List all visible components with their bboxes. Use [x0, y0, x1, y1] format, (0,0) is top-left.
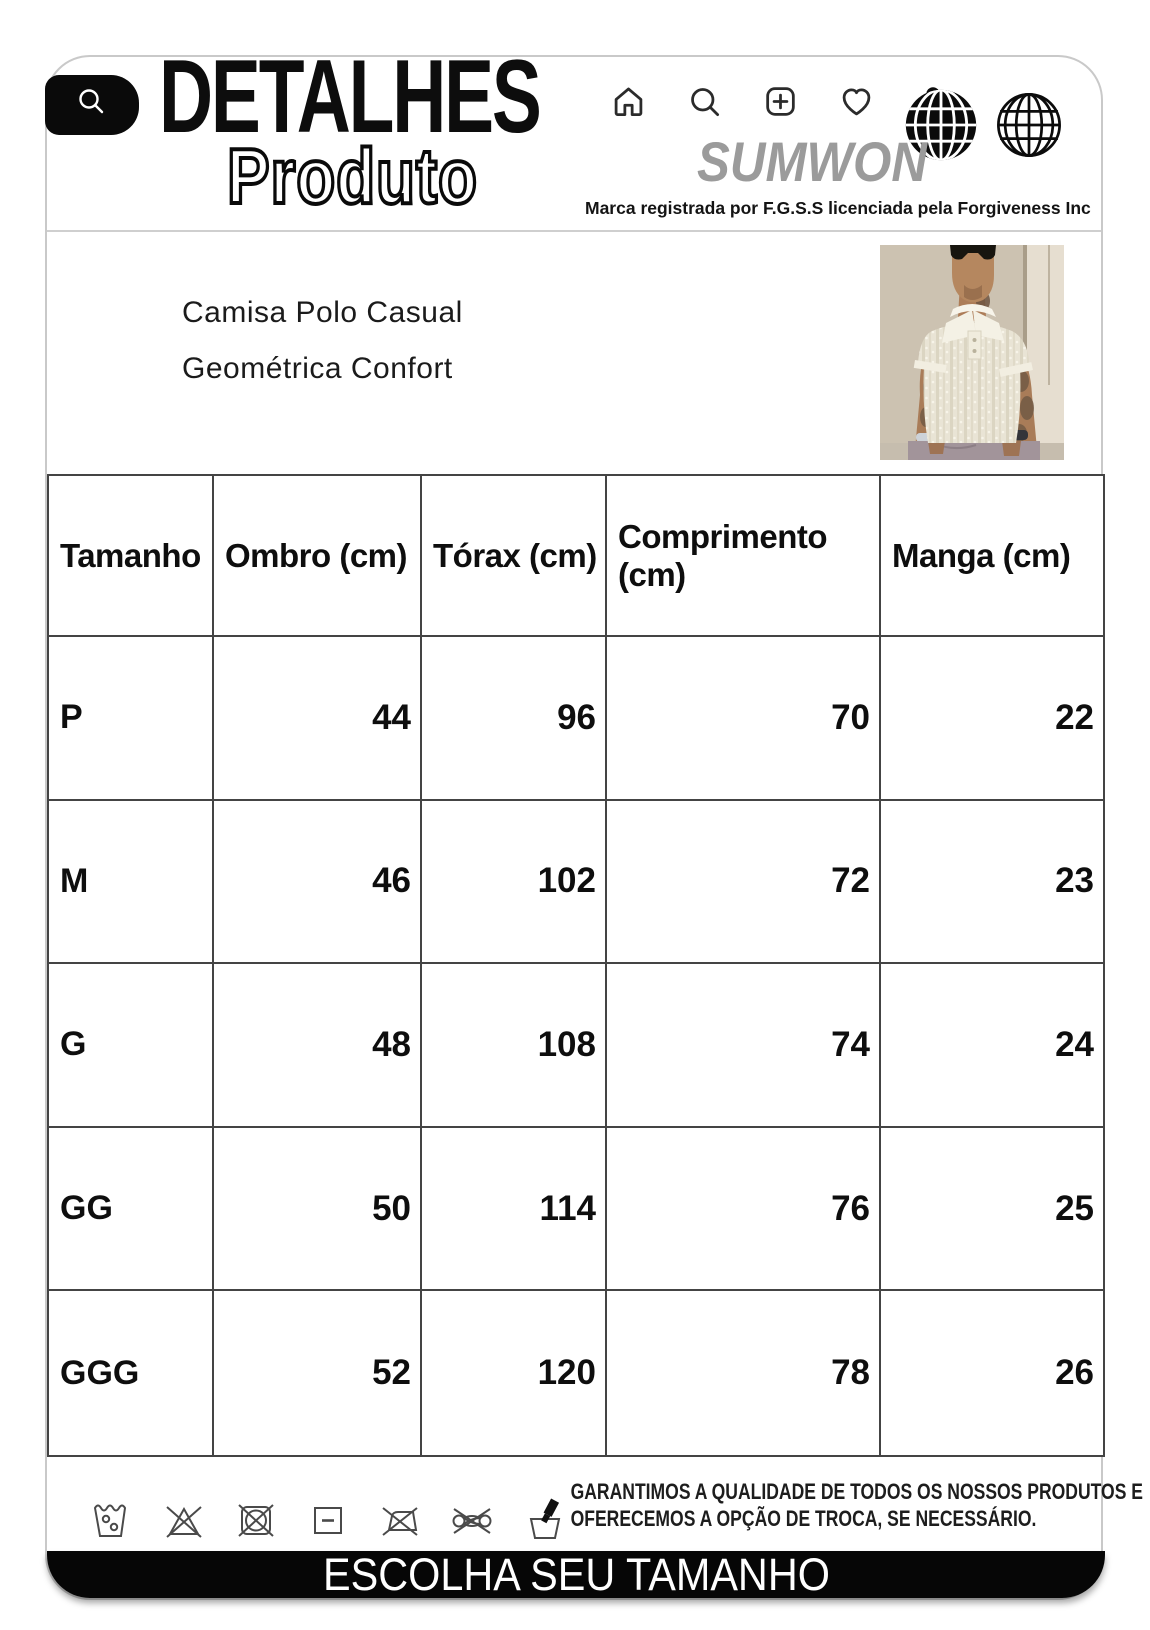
table-value: 44 — [214, 637, 422, 801]
table-value: 22 — [881, 637, 1103, 801]
search-button[interactable] — [45, 75, 139, 135]
column-header-ombro: Ombro (cm) — [214, 476, 422, 637]
page-subtitle: Produto — [227, 132, 478, 220]
table-value: 26 — [1055, 1353, 1094, 1393]
size-label: G — [49, 964, 214, 1128]
table-value: 50 — [214, 1128, 422, 1292]
care-icons — [89, 1497, 567, 1543]
guarantee-text — [570, 1478, 1143, 1532]
table-value: 108 — [422, 964, 607, 1128]
table-value: 72 — [607, 801, 881, 965]
table-value: 102 — [422, 801, 607, 965]
guarantee-line1: GARANTIMOS A QUALIDADE DE TODOS OS NOSSOS PRODUTOS E — [570, 1479, 1143, 1504]
column-header-tamanho: Tamanho — [49, 476, 214, 637]
choose-size-label: ESCOLHA SEU TAMANHO — [322, 1549, 830, 1600]
size-label: GG — [49, 1128, 214, 1292]
choose-size-button[interactable] — [47, 1551, 1105, 1598]
size-table — [47, 474, 1105, 1457]
table-value: 76 — [607, 1128, 881, 1292]
hand-wash-brush-icon — [521, 1497, 567, 1543]
table-value: 78 — [607, 1291, 881, 1455]
table-value: 114 — [422, 1128, 607, 1292]
guarantee-line2: OFERECEMOS A OPÇÃO DE TROCA, SE NECESSÁRIO. — [570, 1506, 1037, 1531]
table-value: 23 — [881, 801, 1103, 965]
column-header-torax: Tórax (cm) — [422, 476, 607, 637]
size-label: M — [49, 801, 214, 965]
page-title: DETALHES — [159, 39, 540, 155]
column-header-manga: Manga (cm) — [881, 476, 1103, 637]
header — [47, 39, 1101, 232]
globe-outline-icon — [995, 91, 1063, 164]
product-card — [45, 39, 1143, 1600]
nav-bar — [611, 83, 951, 119]
do-not-bleach-icon — [161, 1497, 207, 1543]
size-label: GGG — [49, 1291, 214, 1455]
size-label: P — [49, 637, 214, 801]
table-value: 120 — [422, 1291, 607, 1455]
product-name-line2: Geométrica Confort — [182, 352, 453, 385]
home-icon[interactable] — [611, 84, 646, 119]
product-name — [182, 285, 463, 397]
table-value: 48 — [214, 964, 422, 1128]
wash-icon — [89, 1497, 135, 1543]
brand-name: SUMWON — [697, 130, 927, 193]
table-value: 24 — [881, 964, 1103, 1128]
dry-flat-icon — [305, 1497, 351, 1543]
table-value: 46 — [214, 801, 422, 965]
search-nav-icon[interactable] — [687, 84, 722, 119]
table-value: 52 — [214, 1291, 422, 1455]
do-not-iron-icon — [377, 1497, 423, 1543]
add-post-icon[interactable] — [763, 84, 798, 119]
column-header-comprimento: Comprimento (cm) — [607, 476, 881, 637]
trademark-text: Marca registrada por F.G.S.S licenciada pela Forgiveness Inc — [585, 198, 1091, 218]
search-icon — [72, 83, 112, 128]
product-name-line1: Camisa Polo Casual — [182, 296, 463, 329]
product-photo — [880, 245, 1064, 460]
table-value: 70 — [607, 637, 881, 801]
do-not-tumble-dry-icon — [233, 1497, 279, 1543]
heart-icon[interactable] — [839, 84, 874, 119]
table-value: 96 — [422, 637, 607, 801]
table-value: 74 — [607, 964, 881, 1128]
do-not-wring-icon — [449, 1497, 495, 1543]
table-value: 25 — [881, 1128, 1103, 1292]
